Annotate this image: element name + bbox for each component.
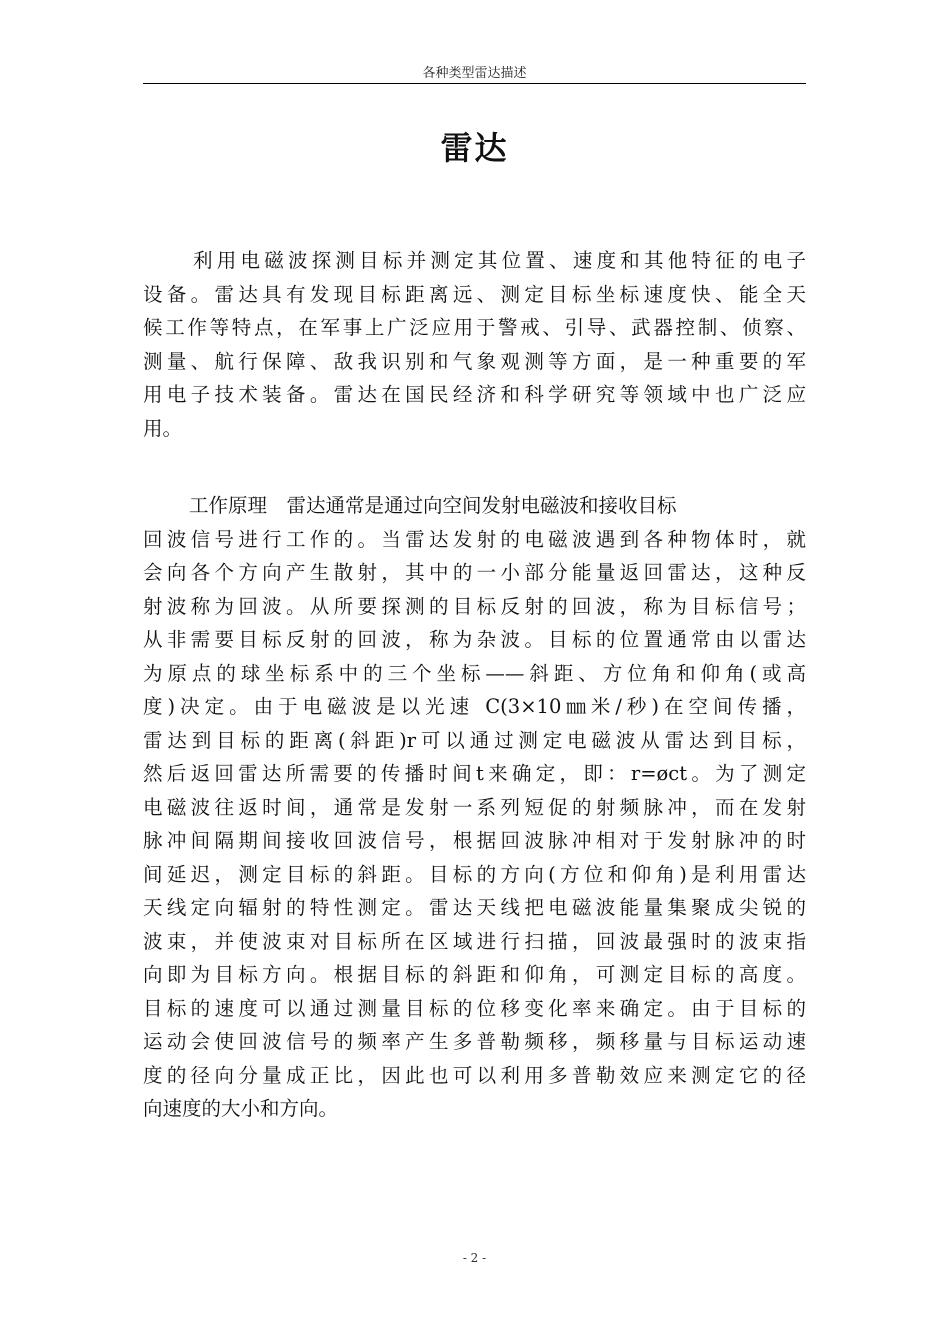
running-header: 各种类型雷达描述	[422, 66, 527, 81]
paragraph-line: 目标的速度可以通过测量目标的位移变化率来确定。由于目标的	[143, 996, 806, 1020]
paragraph-line: 从非需要目标反射的回波，称为杂波。目标的位置通常由以雷达	[143, 628, 806, 651]
paragraph-line: 间延迟，测定目标的斜距。目标的方向(方位和仰角)是利用雷达	[143, 862, 806, 886]
paragraph-line: 天线定向辐射的特性测定。雷达天线把电磁波能量集聚成尖锐的	[143, 896, 806, 919]
paragraph-line: 运动会使回波信号的频率产生多普勒频移，频移量与目标运动速	[143, 1030, 806, 1053]
paragraph-line: 候工作等特点，在军事上广泛应用于警戒、引导、武器控制、侦察、	[143, 316, 806, 339]
paragraph-line: 为原点的球坐标系中的三个坐标——斜距、方位角和仰角(或高	[143, 661, 806, 685]
paragraph-line: 波束，并使波束对目标所在区域进行扫描，回波最强时的波束指	[143, 929, 806, 953]
paragraph-line: 工作原理 雷达通常是通过向空间发射电磁波和接收目标	[189, 494, 677, 517]
page-title: 雷达	[440, 129, 509, 167]
paragraph-line: 会向各个方向产生散射，其中的一小部分能量返回雷达，这种反	[143, 561, 806, 584]
paragraph-intro	[143, 244, 806, 445]
paragraph-line: 向即为目标方向。根据目标的斜距和仰角，可测定目标的高度。	[143, 963, 806, 986]
paragraph-line: 回波信号进行工作的。当雷达发射的电磁波遇到各种物体时，就	[143, 527, 806, 551]
paragraph-line: 度)决定。由于电磁波是以光速 C(3×10㎜米/秒)在空间传播，	[143, 695, 806, 718]
paragraph-line: 脉冲间隔期间接收回波信号，根据回波脉冲相对于发射脉冲的时	[143, 829, 806, 852]
paragraph-line: 用。	[143, 416, 183, 440]
paragraph-working-principle	[143, 489, 806, 1126]
paragraph-line: 度的径向分量成正比，因此也可以利用多普勒效应来测定它的径	[143, 1063, 806, 1087]
paragraph-line: 向速度的大小和方向。	[143, 1097, 339, 1120]
paragraph-line: 射波称为回波。从所要探测的目标反射的回波，称为目标信号；	[143, 594, 806, 618]
paragraph-line: 雷达到目标的距离(斜距)r可以通过测定电磁波从雷达到目标，	[143, 728, 806, 752]
paragraph-line: 测量、航行保障、敌我识别和气象观测等方面，是一种重要的军	[143, 349, 806, 373]
paragraph-line: 设备。雷达具有发现目标距离远、测定目标坐标速度快、能全天	[143, 282, 806, 306]
page-number: - 2 -	[462, 1251, 487, 1265]
paragraph-line: 然后返回雷达所需要的传播时间t来确定，即：r=øct。为了测定	[143, 762, 806, 785]
header-rule	[143, 83, 806, 84]
paragraph-line: 电磁波往返时间，通常是发射一系列短促的射频脉冲，而在发射	[143, 795, 806, 819]
paragraph-line: 用电子技术装备。雷达在国民经济和科学研究等领域中也广泛应	[143, 383, 806, 406]
paragraph-line: 利用电磁波探测目标并测定其位置、速度和其他特征的电子	[193, 249, 806, 272]
